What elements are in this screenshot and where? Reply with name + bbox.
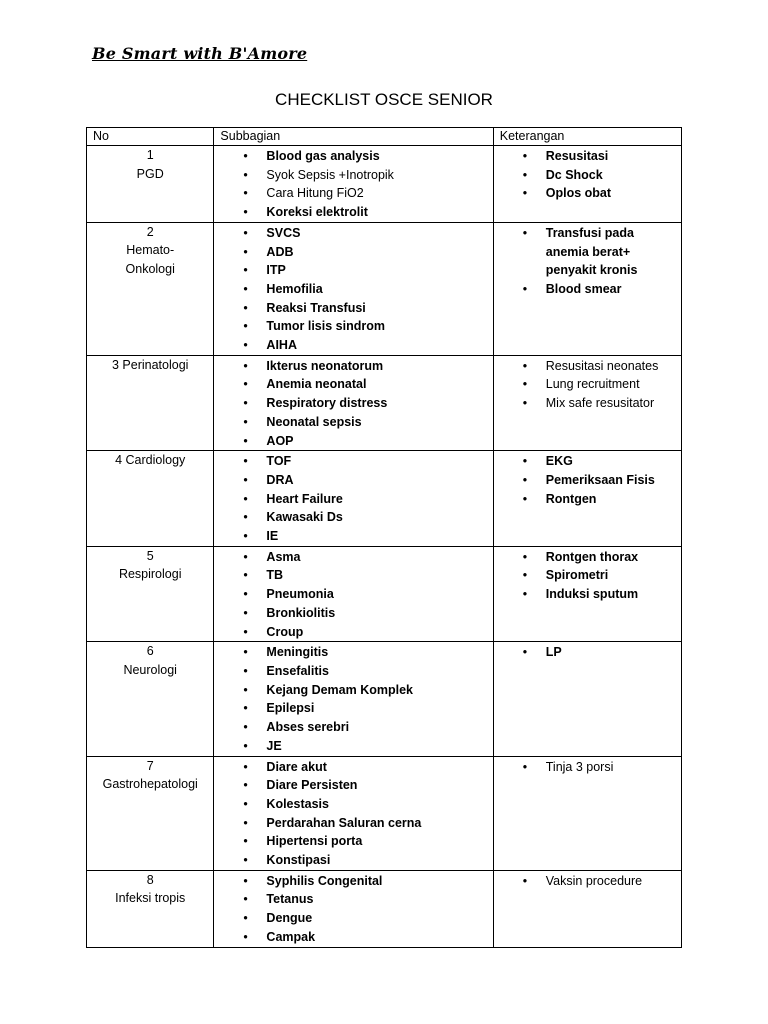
row-number-cell [87, 546, 214, 642]
bullet-icon: • [243, 624, 248, 639]
row-label: Infeksi tropis [115, 891, 186, 906]
column-header-subbagian: Subbagian [214, 128, 493, 146]
table-body [87, 146, 682, 948]
row-number-cell [87, 451, 214, 547]
list-item-text: Tinja 3 porsi [545, 759, 614, 774]
bullet-icon: • [243, 701, 248, 716]
bullet-icon: • [522, 873, 528, 888]
table-header-row [87, 128, 682, 146]
bullet-icon: • [243, 663, 248, 678]
row-number: 7 [146, 758, 154, 773]
list-item [214, 184, 492, 203]
subbagian-list [214, 356, 492, 451]
list-item-text: Oplos obat [545, 186, 612, 201]
bullet-icon: • [243, 414, 248, 429]
keterangan-list [494, 356, 681, 413]
list-item [214, 375, 492, 394]
list-item-text: Kejang Demam Komplek [266, 682, 413, 697]
list-item-text: AIHA [266, 338, 297, 353]
list-item [214, 604, 492, 623]
subbagian-cell [214, 870, 493, 947]
bullet-icon: • [522, 225, 528, 240]
bullet-icon: • [243, 358, 248, 373]
bullet-icon: • [243, 911, 248, 926]
bullet-icon: • [243, 720, 248, 735]
bullet-icon: • [522, 186, 528, 201]
row-number: 5 [146, 548, 154, 563]
bullet-icon: • [243, 759, 248, 774]
list-item [494, 490, 681, 509]
list-item [214, 585, 492, 604]
bullet-icon: • [243, 433, 248, 448]
list-item [214, 394, 492, 413]
bullet-icon: • [522, 281, 528, 296]
list-item [214, 548, 492, 567]
bullet-icon: • [243, 491, 248, 506]
bullet-icon: • [243, 834, 248, 849]
table-row [87, 451, 682, 547]
bullet-icon: • [243, 263, 248, 278]
keterangan-list [494, 757, 681, 777]
list-item-text: Rontgen [545, 491, 597, 506]
bullet-icon: • [243, 682, 248, 697]
bullet-icon: • [243, 149, 248, 163]
subbagian-cell [214, 222, 493, 355]
bullet-icon: • [243, 510, 248, 525]
list-item-text: Spirometri [545, 568, 609, 583]
list-item-text: Epilepsi [266, 701, 315, 716]
list-item-text: Reaksi Transfusi [266, 300, 366, 315]
row-number-cell [87, 146, 214, 223]
subbagian-list [214, 547, 492, 642]
table-row [87, 870, 682, 947]
list-item-text: Respiratory distress [266, 396, 388, 411]
list-item [214, 662, 492, 681]
list-item [494, 394, 681, 413]
row-label: Onkologi [125, 261, 175, 276]
bullet-icon: • [243, 377, 248, 392]
list-item-text: Cara Hitung FiO2 [266, 186, 364, 201]
subbagian-list [214, 642, 492, 755]
bullet-icon: • [243, 529, 248, 544]
list-item [494, 375, 681, 394]
list-item [494, 566, 681, 585]
checklist-table [86, 127, 682, 948]
list-item-text: TB [266, 568, 284, 583]
list-item-text: ITP [266, 263, 286, 278]
list-item [494, 872, 681, 891]
bullet-icon: • [243, 853, 248, 868]
list-item-text: Pneumonia [266, 587, 334, 602]
subbagian-list [214, 757, 492, 870]
bullet-icon: • [522, 149, 528, 163]
table-row [87, 146, 682, 223]
list-item [214, 758, 492, 777]
list-item [214, 814, 492, 833]
table-row [87, 222, 682, 355]
list-item [214, 890, 492, 909]
list-item [494, 585, 681, 604]
list-item-text: Kolestasis [266, 796, 329, 811]
list-item-text: Tumor lisis sindrom [266, 319, 385, 334]
list-item [214, 795, 492, 814]
bullet-icon: • [243, 454, 248, 469]
list-item-text: Asma [266, 549, 301, 564]
row-label: Gastrohepatologi [102, 777, 198, 791]
list-item [494, 166, 681, 185]
row-number-cell [87, 222, 214, 355]
bullet-icon: • [522, 167, 528, 182]
bullet-icon: • [522, 454, 528, 469]
keterangan-cell [493, 222, 681, 355]
bullet-icon: • [243, 815, 248, 830]
list-item [214, 909, 492, 928]
list-item-text: Hemofilia [266, 281, 323, 296]
list-item-text: Konstipasi [266, 853, 331, 868]
bullet-icon: • [243, 605, 248, 620]
list-item [214, 243, 492, 262]
keterangan-cell [493, 642, 681, 756]
list-item-text: penyakit kronis [545, 263, 638, 278]
subbagian-cell [214, 355, 493, 451]
keterangan-list [494, 451, 681, 508]
bullet-icon: • [522, 568, 528, 583]
subbagian-cell [214, 451, 493, 547]
subbagian-list [214, 871, 492, 947]
row-number: 8 [146, 872, 154, 887]
keterangan-cell [493, 870, 681, 947]
subbagian-cell [214, 146, 493, 223]
table-row [87, 546, 682, 642]
bullet-icon: • [243, 738, 248, 753]
list-item [494, 261, 681, 280]
list-item [214, 336, 492, 355]
list-item-text: Vaksin procedure [545, 873, 643, 888]
table-row [87, 355, 682, 451]
bullet-icon: • [243, 568, 248, 583]
row-number: 2 [146, 224, 154, 239]
list-item [214, 432, 492, 451]
list-item-text: Pemeriksaan Fisis [545, 472, 655, 487]
list-item [214, 623, 492, 642]
row-number: 3 Perinatologi [111, 357, 189, 372]
bullet-icon: • [522, 491, 528, 506]
keterangan-cell [493, 451, 681, 547]
list-item-text: Syphilis Congenital [266, 873, 383, 888]
bullet-icon: • [243, 338, 248, 353]
keterangan-list [494, 146, 681, 203]
bullet-icon: • [243, 319, 248, 334]
bullet-icon: • [243, 244, 248, 259]
list-item [214, 490, 492, 509]
list-item-text: Neonatal sepsis [266, 414, 362, 429]
document-title: CHECKLIST OSCE SENIOR [275, 90, 493, 109]
list-item-text: Croup [266, 624, 304, 639]
bullet-icon: • [522, 759, 528, 774]
list-item [214, 317, 492, 336]
list-item [494, 147, 681, 166]
subbagian-cell [214, 756, 493, 870]
list-item [214, 452, 492, 471]
row-number: 1 [146, 148, 154, 162]
keterangan-list [494, 642, 681, 662]
list-item [214, 832, 492, 851]
list-item [214, 280, 492, 299]
list-item [214, 166, 492, 185]
list-item-text: Abses serebri [266, 720, 350, 735]
column-header-keterangan: Keterangan [493, 128, 681, 146]
row-number: 4 Cardiology [115, 453, 186, 468]
list-item-text: Lung recruitment [545, 377, 640, 392]
bullet-icon: • [243, 225, 248, 240]
list-item-text: Kawasaki Ds [266, 510, 343, 525]
row-number: 6 [146, 644, 154, 659]
list-item-text: Ensefalitis [266, 663, 329, 678]
bullet-icon: • [522, 549, 528, 564]
bullet-icon: • [243, 186, 248, 201]
bullet-icon: • [243, 645, 248, 660]
list-item [494, 224, 681, 243]
row-number-cell [87, 642, 214, 756]
list-item-text: Induksi sputum [545, 587, 639, 602]
row-label: Hemato- [126, 243, 175, 258]
list-item-text: Diare akut [266, 759, 327, 774]
list-item-text: Meningitis [266, 645, 329, 660]
list-item-text: SVCS [266, 225, 301, 240]
list-item [214, 851, 492, 870]
keterangan-list [494, 547, 681, 604]
list-item-text: Bronkiolitis [266, 605, 336, 620]
list-item [494, 452, 681, 471]
list-item-text: LP [545, 645, 562, 660]
row-label: Neurologi [123, 662, 177, 677]
keterangan-cell [493, 756, 681, 870]
list-item-text: AOP [266, 433, 294, 448]
bullet-icon: • [243, 205, 248, 220]
list-item-text: DRA [266, 472, 294, 487]
subbagian-cell [214, 546, 493, 642]
list-item [214, 681, 492, 700]
list-item-text: anemia berat+ [545, 244, 631, 259]
list-item [214, 527, 492, 546]
list-item [214, 737, 492, 756]
list-item [494, 471, 681, 490]
row-number-cell [87, 355, 214, 451]
bullet-icon: • [243, 873, 248, 888]
list-item-text: Hipertensi porta [266, 834, 363, 849]
row-label: Respirologi [118, 567, 182, 582]
list-item-text: Syok Sepsis +Inotropik [266, 167, 394, 182]
list-item-text: Transfusi pada [545, 225, 634, 240]
keterangan-cell [493, 146, 681, 223]
list-item [214, 776, 492, 795]
list-item-text: Dengue [266, 911, 313, 926]
list-item [214, 299, 492, 318]
list-item-text: Rontgen thorax [545, 549, 639, 564]
list-item-text: Resusitasi [545, 149, 609, 163]
list-item [214, 928, 492, 947]
list-item [214, 508, 492, 527]
bullet-icon: • [243, 300, 248, 315]
bullet-icon: • [522, 358, 528, 373]
list-item-text: Koreksi elektrolit [266, 205, 368, 220]
row-label: PGD [136, 166, 164, 181]
list-item-text: Blood smear [545, 281, 622, 296]
list-item-text: Ikterus neonatorum [266, 358, 384, 373]
list-item-text: EKG [545, 454, 573, 469]
keterangan-cell [493, 546, 681, 642]
list-item [214, 413, 492, 432]
list-item [494, 548, 681, 567]
subbagian-list [214, 451, 492, 546]
list-item [214, 203, 492, 222]
list-item-text: Tetanus [266, 892, 314, 907]
list-item [494, 758, 681, 777]
list-item [494, 243, 681, 262]
list-item [214, 566, 492, 585]
list-item [494, 643, 681, 662]
list-item [214, 357, 492, 376]
list-item-text: Diare Persisten [266, 778, 358, 793]
list-item [214, 718, 492, 737]
bullet-icon: • [522, 396, 528, 411]
bullet-icon: • [243, 167, 248, 182]
row-number-cell [87, 756, 214, 870]
list-item-text: IE [266, 529, 279, 544]
brand-header: Be Smart with B'Amore [92, 44, 308, 63]
list-item [494, 280, 681, 299]
list-item-text: Perdarahan Saluran cerna [266, 815, 422, 830]
list-item [494, 357, 681, 376]
list-item-text: Dc Shock [545, 167, 603, 182]
table-row [87, 642, 682, 756]
bullet-icon: • [243, 929, 248, 944]
subbagian-list [214, 146, 492, 222]
bullet-icon: • [243, 778, 248, 793]
column-header-no: No [87, 128, 214, 146]
bullet-icon: • [243, 796, 248, 811]
bullet-icon: • [522, 377, 528, 392]
table-row [87, 756, 682, 870]
bullet-icon: • [522, 587, 528, 602]
list-item [214, 699, 492, 718]
bullet-icon: • [522, 472, 528, 487]
bullet-icon: • [243, 281, 248, 296]
list-item-text: Campak [266, 929, 316, 944]
list-item [214, 872, 492, 891]
keterangan-cell [493, 355, 681, 451]
bullet-icon: • [243, 472, 248, 487]
bullet-icon: • [522, 645, 528, 660]
list-item-text: Resusitasi neonates [545, 358, 659, 373]
list-item [214, 147, 492, 166]
list-item-text: ADB [266, 244, 294, 259]
list-item [494, 184, 681, 203]
list-item-text: Heart Failure [266, 491, 343, 506]
subbagian-list [214, 223, 492, 355]
list-item-text: Blood gas analysis [266, 149, 380, 163]
subbagian-cell [214, 642, 493, 756]
keterangan-list [494, 223, 681, 299]
list-item-text: Mix safe resusitator [545, 396, 655, 411]
bullet-icon: • [243, 549, 248, 564]
bullet-icon: • [243, 587, 248, 602]
list-item [214, 643, 492, 662]
list-item-text: TOF [266, 454, 292, 469]
list-item [214, 261, 492, 280]
bullet-icon: • [243, 396, 248, 411]
row-number-cell [87, 870, 214, 947]
bullet-icon: • [243, 892, 248, 907]
list-item [214, 471, 492, 490]
keterangan-list [494, 871, 681, 891]
list-item-text: JE [266, 738, 282, 753]
list-item [214, 224, 492, 243]
list-item-text: Anemia neonatal [266, 377, 367, 392]
